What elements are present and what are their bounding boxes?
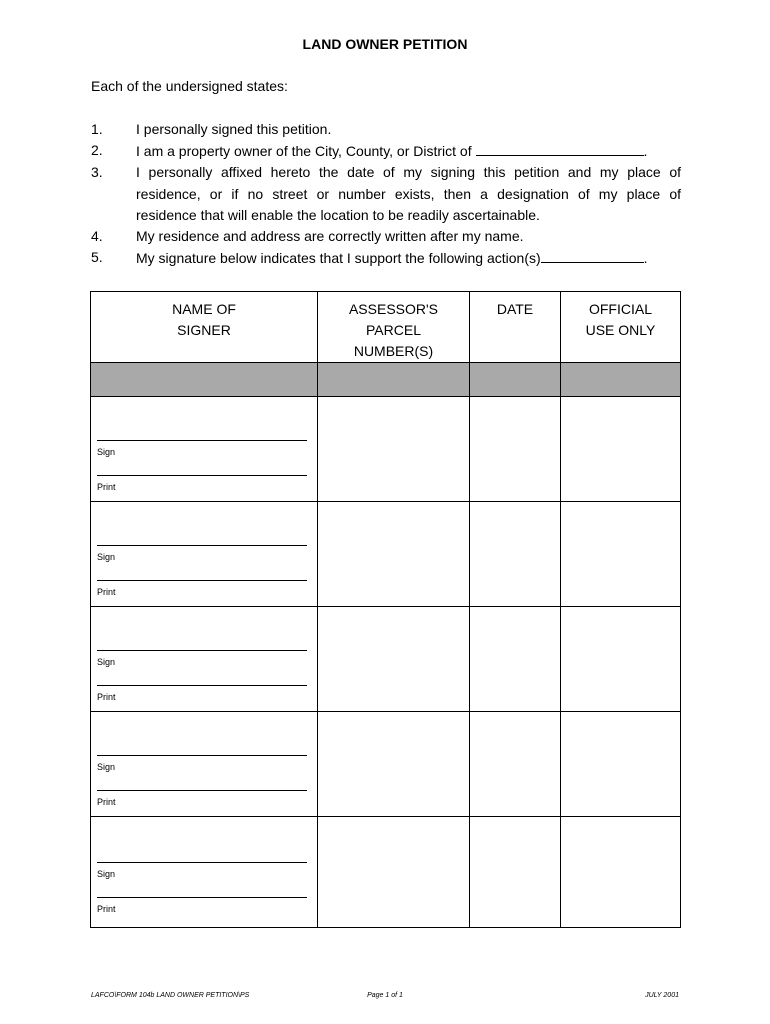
- header-line: OFFICIAL: [588, 301, 652, 317]
- header-line: ASSESSOR'S: [348, 301, 439, 317]
- print-field[interactable]: [97, 685, 307, 702]
- date-cell[interactable]: [470, 817, 561, 928]
- print-label: Print: [97, 904, 116, 914]
- item-number: 2.: [91, 142, 103, 158]
- signer-cell[interactable]: [91, 502, 318, 607]
- print-field[interactable]: [97, 580, 307, 597]
- date-cell[interactable]: [470, 712, 561, 817]
- header-official-use: [561, 292, 681, 363]
- sign-field[interactable]: [97, 440, 307, 457]
- signature-table: [90, 291, 681, 928]
- table-row: [91, 817, 681, 928]
- header-line: NAME OF: [172, 301, 236, 317]
- intro-text: Each of the undersigned states:: [91, 78, 288, 94]
- parcel-cell[interactable]: [318, 502, 470, 607]
- item-text: [136, 140, 681, 163]
- footer-page-number: Page 1 of 1: [367, 992, 403, 999]
- official-use-cell: [561, 817, 681, 928]
- sign-label: Sign: [97, 869, 116, 879]
- date-cell[interactable]: [470, 397, 561, 502]
- official-use-cell: [561, 607, 681, 712]
- parcel-cell[interactable]: [318, 817, 470, 928]
- parcel-cell[interactable]: [318, 397, 470, 502]
- sign-label: Sign: [97, 762, 116, 772]
- signer-cell[interactable]: [91, 817, 318, 928]
- print-field[interactable]: [97, 790, 307, 807]
- footer-form-id: LAFCO\FORM 104b LAND OWNER PETITION\PS: [91, 992, 250, 999]
- table-row: [91, 712, 681, 817]
- official-use-cell: [561, 712, 681, 817]
- page-title: LAND OWNER PETITION: [302, 36, 468, 52]
- sign-label: Sign: [97, 552, 116, 562]
- header-line: NUMBER(S): [353, 343, 434, 359]
- signer-cell[interactable]: [91, 712, 318, 817]
- signer-cell[interactable]: [91, 607, 318, 712]
- sign-label: Sign: [97, 447, 116, 457]
- item-number: 1.: [91, 121, 103, 137]
- print-field[interactable]: [97, 475, 307, 492]
- header-date: [470, 292, 561, 363]
- date-cell[interactable]: [470, 607, 561, 712]
- signer-cell[interactable]: [91, 397, 318, 502]
- item-number: 5.: [91, 249, 103, 265]
- item-text-content: I am a property owner of the City, County, or District of: [136, 143, 472, 159]
- parcel-cell[interactable]: [318, 712, 470, 817]
- item-line: residence that will enable the location to be readily ascertainable.: [136, 207, 540, 223]
- item-end: .: [643, 250, 648, 266]
- item-text-content: My signature below indicates that I support the following action(s): [136, 250, 541, 266]
- print-label: Print: [97, 797, 116, 807]
- sign-field[interactable]: [97, 650, 307, 667]
- print-label: Print: [97, 482, 116, 492]
- table-row: [91, 397, 681, 502]
- print-label: Print: [97, 692, 116, 702]
- sign-label: Sign: [97, 657, 116, 667]
- official-use-cell: [561, 397, 681, 502]
- item-text: I personally signed this petition.: [136, 121, 332, 137]
- table-row: [91, 502, 681, 607]
- date-cell[interactable]: [470, 502, 561, 607]
- parcel-cell[interactable]: [318, 607, 470, 712]
- table-header-row: [91, 292, 681, 363]
- shaded-row: [91, 363, 681, 397]
- footer-date: JULY 2001: [645, 992, 679, 999]
- table-row: [91, 607, 681, 712]
- item-text: [136, 247, 681, 270]
- sign-field[interactable]: [97, 862, 307, 879]
- item-text: [136, 162, 681, 227]
- item-number: 3.: [91, 164, 103, 180]
- sign-field[interactable]: [97, 755, 307, 772]
- item-line: I personally affixed hereto the date of my signing this petition and my place of: [136, 164, 681, 180]
- item-end: .: [643, 143, 648, 159]
- header-line: USE ONLY: [585, 322, 656, 338]
- item-text: My residence and address are correctly written after my name.: [136, 228, 524, 244]
- sign-field[interactable]: [97, 545, 307, 562]
- item-number: 4.: [91, 228, 103, 244]
- header-line: SIGNER: [177, 322, 231, 338]
- district-blank-field[interactable]: [476, 140, 644, 156]
- item-line: residence, or if no street or number exists, then a designation of my place of: [136, 185, 681, 202]
- header-line: DATE: [496, 301, 534, 317]
- print-field[interactable]: [97, 897, 307, 914]
- print-label: Print: [97, 587, 116, 597]
- official-use-cell: [561, 502, 681, 607]
- header-name-of-signer: [91, 292, 318, 363]
- action-blank-field[interactable]: [541, 247, 644, 263]
- header-assessors-parcel: [318, 292, 470, 363]
- header-line: PARCEL: [366, 322, 421, 338]
